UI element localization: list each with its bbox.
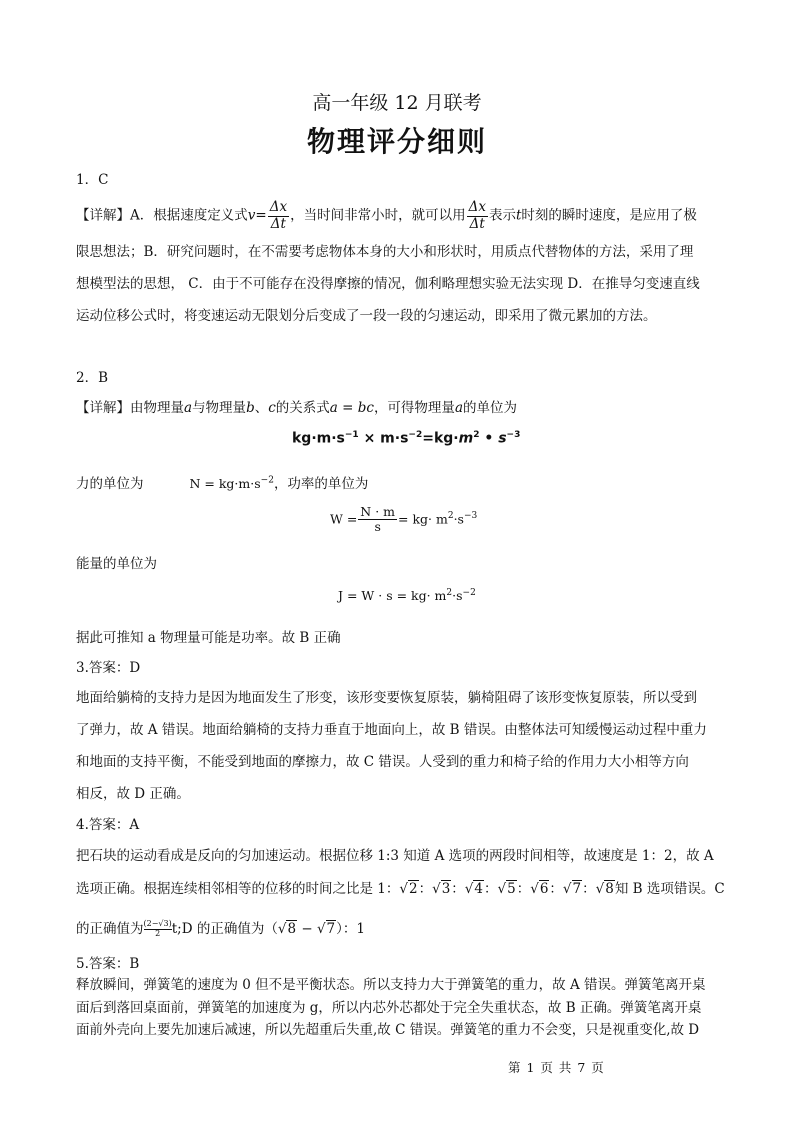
sqrt-7: 7 — [572, 881, 582, 897]
var-t: t — [515, 207, 522, 224]
energy-unit-equation — [338, 588, 476, 603]
minus-sign: − — [297, 921, 317, 937]
equals: = — [255, 207, 267, 224]
exam-subtitle: 高一年级 12 月联考 — [312, 92, 482, 114]
ratio-colon: ： — [418, 881, 433, 897]
frac-den: Δt — [268, 216, 289, 233]
q4-text: 知 B 选项错误。C — [614, 881, 725, 897]
q1-line-4: 运动位移公式时，将变速运动无限划分后变成了一段一段的匀速运动，即采用了微元累加的方法。 — [76, 308, 657, 324]
eq-part: s — [498, 430, 507, 447]
q4-text: 的正确值为 — [76, 921, 144, 937]
ratio-colon: ： — [582, 881, 596, 897]
eq-exp: −2 — [408, 430, 423, 440]
sqrt-sign: √ — [277, 921, 287, 937]
fraction-nm-s — [358, 505, 397, 535]
eq-part: J = W · s = kg· m — [338, 588, 447, 604]
var-c: c — [268, 400, 276, 416]
q4-text: t;D 的正确值为（ — [171, 921, 278, 937]
page-indicator: 第 1 页 共 7 页 — [508, 1060, 605, 1075]
sqrt-5: 5 — [507, 881, 516, 897]
eq-part: W = — [330, 511, 358, 527]
var-b: b — [246, 400, 255, 416]
q1-line-2: 限思想法；B．研究问题时，在不需要考虑物体本身的大小和形状时，用质点代替物体的方法，采用了理 — [76, 244, 694, 260]
var-a: a — [454, 400, 463, 416]
q1-text: ，当时间非常小时，就可以用 — [290, 207, 466, 224]
var-a: a — [184, 400, 193, 416]
q1-line-1 — [76, 200, 726, 232]
sqrt-8: 8 — [605, 881, 614, 897]
eq-part: kg·m·s — [292, 430, 345, 447]
frac-num: Δx — [468, 199, 486, 215]
eq-exp: −2 — [260, 475, 274, 486]
eq-part: = kg· m — [398, 511, 448, 527]
q1-line-3: 想模型法的思想， C．由于不可能存在没得摩擦的情况，伽利略理想实验无法实现 D．在推导匀变速直线 — [76, 276, 700, 292]
eq-part: × m·s — [358, 430, 409, 447]
q2-number: 2．B — [76, 370, 109, 386]
sqrt-sign: √ — [432, 881, 441, 897]
eq-part: m — [458, 430, 474, 447]
eq-part: ·s — [452, 588, 463, 604]
q5-line-1: 释放瞬间，弹簧笔的速度为 0 但不是平衡状态。所以支持力大于弹簧笔的重力，故 A 错误。弹簧笔离开桌 — [76, 977, 706, 993]
q4-text: ）：1 — [336, 921, 365, 937]
q1-number: 1．C — [76, 172, 109, 188]
sqrt-sign: √ — [464, 881, 474, 897]
q4-text: 选项正确。根据连续相邻相等的位移的时间之比是 1： — [76, 881, 400, 897]
sqrt-sign: √ — [595, 881, 605, 897]
fraction-2-minus-root3 — [144, 920, 172, 939]
eq-part: ·s — [453, 511, 464, 527]
q1-text: 【详解】A．根据速度定义式 — [76, 207, 248, 224]
eq-exp: −3 — [506, 430, 521, 440]
sqrt-4: 4 — [474, 881, 483, 897]
q3-line-4: 相反，故 D 正确。 — [76, 786, 190, 802]
q5-line-2: 面后到落回桌面前，弹簧笔的加速度为 g，所以内芯外芯都处于完全失重状态，故 B 正确。弹簧笔离开桌 — [76, 1000, 702, 1016]
q5-number: 5.答案：B — [76, 956, 140, 972]
q3-line-1: 地面给躺椅的支持力是因为地面发生了形变，该形变要恢复原装，躺椅阻碍了该形变恢复原装，所以受到 — [76, 690, 697, 706]
sqrt-2: 2 — [409, 881, 418, 897]
ratio-colon: ： — [516, 881, 531, 897]
fraction-dx-dt — [268, 200, 289, 232]
sqrt-sign: √ — [562, 881, 572, 897]
energy-label: 能量的单位为 — [76, 556, 157, 572]
q4-line-1: 把石块的运动看成是反向的匀加速运动。根据位移 1:3 知道 A 选项的两段时间相等，故速度是 1：2，故 A — [76, 848, 714, 864]
force-unit: N = kg·m·s — [189, 476, 261, 491]
fraction-dx-dt — [467, 200, 488, 232]
frac-num: (2−√3) — [143, 919, 172, 929]
eq-part: • — [479, 430, 499, 447]
ratio-colon: ： — [451, 881, 465, 897]
sqrt-sign: √ — [497, 881, 507, 897]
ratio-colon: ： — [484, 881, 498, 897]
sqrt-sign: √ — [399, 881, 408, 897]
frac-num: N · m — [360, 504, 396, 519]
page-title: 物理评分细则 — [306, 125, 487, 158]
sqrt-8: 8 — [287, 921, 297, 937]
power-label: ，功率的单位为 — [273, 476, 369, 492]
sqrt-3: 3 — [441, 881, 451, 897]
frac-den: s — [358, 519, 397, 534]
force-label: 力的单位为 — [76, 476, 144, 492]
var-v: v — [247, 207, 256, 224]
separator: 、 — [254, 400, 269, 416]
eq-part: =kg· — [422, 430, 459, 447]
eq-exp: −2 — [462, 588, 476, 598]
frac-den: Δt — [467, 216, 488, 233]
q2-text: 的关系式 — [275, 400, 330, 416]
q2-text: 与物理量 — [192, 400, 247, 416]
q4-line-2 — [76, 877, 726, 897]
q4-number: 4.答案：A — [76, 817, 140, 833]
relation-formula: a = bc — [329, 400, 374, 416]
q4-line-3 — [76, 917, 726, 939]
frac-num: Δx — [269, 199, 288, 215]
ratio-colon: ： — [549, 881, 563, 897]
q1-text: 时刻的瞬时速度，是应用了极 — [521, 207, 697, 224]
sqrt-sign: √ — [316, 921, 326, 937]
q2-force-line — [76, 472, 726, 492]
eq-exp: 2 — [473, 430, 480, 440]
power-unit-equation — [330, 505, 477, 535]
eq-exp: 2 — [447, 511, 454, 522]
q3-line-3: 和地面的支持平衡，不能受到地面的摩擦力，故 C 错误。人受到的重力和椅子给的作用力大小相等方向 — [76, 754, 689, 770]
sqrt-7: 7 — [326, 921, 336, 937]
eq-exp: −1 — [344, 430, 359, 440]
unit-equation — [292, 430, 520, 447]
eq-exp: 2 — [446, 588, 453, 598]
q2-text: 的单位为 — [463, 400, 517, 416]
q2-text: 【详解】由物理量 — [76, 400, 184, 416]
q2-text: ，可得物理量 — [373, 400, 455, 416]
q3-number: 3.答案：D — [76, 660, 141, 676]
q3-line-2: 了弹力，故 A 错误。地面给躺椅的支持力垂直于地面向上，故 B 错误。由整体法可知缓慢运动过程中重力 — [76, 722, 707, 738]
q2-conclusion: 据此可推知 a 物理量可能是功率。故 B 正确 — [76, 630, 341, 646]
sqrt-sign: √ — [530, 881, 539, 897]
q1-text: 表示 — [488, 207, 516, 224]
frac-den: 2 — [144, 929, 172, 939]
eq-exp: −3 — [463, 511, 478, 522]
q5-line-3: 面前外壳向上要先加速后减速，所以先超重后失重,故 C 错误。弹簧笔的重力不会变，只是视重变化,故 D — [76, 1022, 700, 1038]
sqrt-6: 6 — [539, 881, 549, 897]
q2-line-1 — [76, 396, 726, 416]
